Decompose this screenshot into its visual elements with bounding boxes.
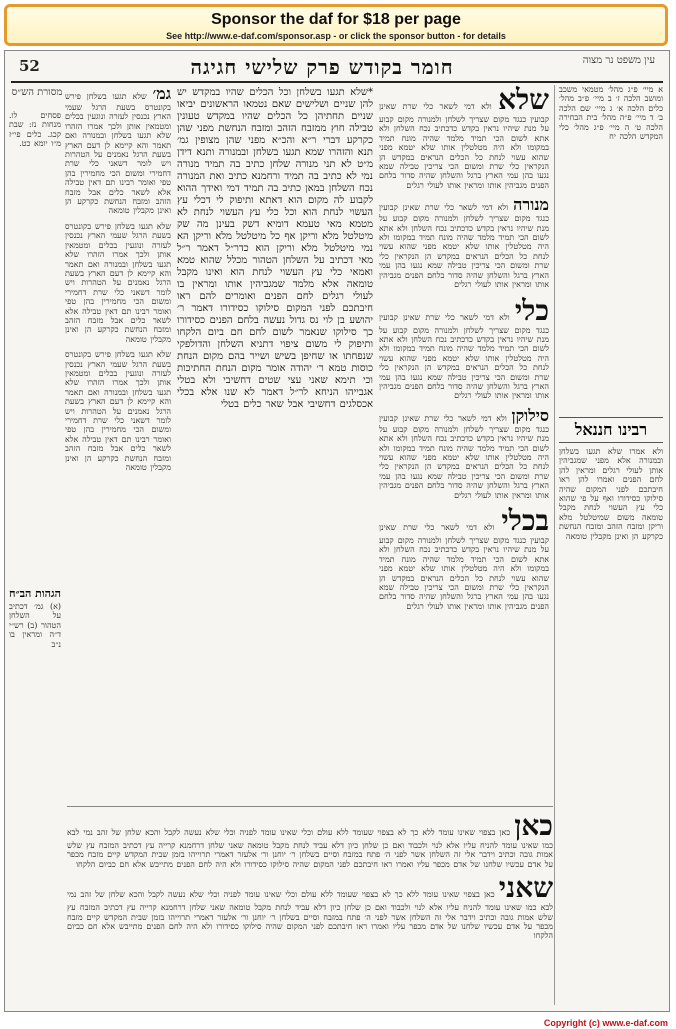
- running-head: חומר בקודש פרק שלישי חגיגה: [190, 55, 454, 79]
- rashi-text-4: [379, 407, 549, 500]
- tosafot-paragraph-2: שלא תגעו בשלחן פירש בקונטרס בשעת הרגל שעמי הארץ נכנסין לעזרה ונוגעין בכלים ומטמאין אותן ולכך אמרו הזהרו שלא תגעו בשלחן ובמנורה ואם תאמר והא קיימא לן דעם הארץ בשעת הרגל נאמנים על הטהרות ויש לומר דשאני כלי שרת דחמירי ומשום הכי מחמירין בהן טפי ואומר רבינו תם דאין טבילה אלא לשאר כלים אבל מזבח הזהב ומזבח הנחשת כקרקע הן ואינן מקבלין טומאה: [65, 221, 171, 344]
- dibbur-shela: שלא: [498, 85, 549, 116]
- rashi-paragraph-2: ולא דמי לשאר כלי שרת שאינן קבועין כנגד מקום שצריך לשלחן ולמנורה מקום קבוע על מנת שיהיו נראין בקדש כדכתיב נכח השלחן ולא אתא לשום הכי תמיד מלמד שהיה מונח תמיד במקומו ולא היה מטלטלין אותו שלא יטמא מפני שהוא עשוי לנחת כל הכלים הנראים במקדש הן הנקראין כלי שרת ומשום הכי צריכין טבילה שמא נגעו בהן עמי הארץ ברגל והשלחן שהיה סדור בלחם הפנים מגביהין אותו ומראין אותו לעולי רגלים: [379, 203, 549, 290]
- gemara-column: [177, 87, 373, 805]
- rashi-text-5: [379, 506, 549, 611]
- rabbeinu-chananel-text: ולא אמרו שלא תגעו בשלחן ובמנורה אלא מפני שמגביהין אותן לעולי רגלים ומראין להן לחם הפנים ואמרו להן ראו חיבתכם לפני המקום שהיה סילוקו כסידורו ואף על פי שהוא כלי עץ העשוי לנחת מקבל טומאה משום שמיטלטל מלא וריקן ומזבח הזהב ומזבח הנחשת כקרקע הן ואינן מקבלין טומאה: [559, 447, 663, 541]
- rashi-paragraph-3: ולא דמי לשאר כלי שרת שאינן קבועין כנגד מקום שצריך לשלחן ולמנורה מקום קבוע על מנת שיהיו נראין בקדש כדכתיב נכח השלחן ולא אתא לשום הכי תמיד מלמד שהיה מונח תמיד במקומו ולא היה מטלטלין אותו שלא יטמא מפני שהוא עשוי לנחת כל הכלים הנראים במקדש הן הנקראין כלי שרת ומשום הכי צריכין טבילה שמא נגעו בהן עמי הארץ ברגל והשלחן שהיה סדור בלחם הפנים מגביהין אותו ומראין אותו לעולי רגלים: [379, 312, 549, 401]
- page-header: [11, 55, 663, 83]
- gemara-text: *שלא תגעו בשלחן וכל הכלים שהיו במקדש יש להן שניים ושלישים שאם נטמאו הראשונים יביאו שניים תחתיהן כל הכלים שהיו במקדש טעונין טבילה חוץ ממזבח הזהב ומזבח הנחשת מפני שהן כקרקע דברי ר״א והכ״א מפני שהן מצופין גמ׳ תנא והזהרו שמא תגעו בשלחן ובמנורה ותנא דידן מ״ט לא תני מנורה שלחן כתיב בה תמיד מנורה נמי לא כתיב בה תמיד ורחמנא כתיב ואת המנורה נכח השלחן במאן כתיב בה תמיד דמי ואידך ההוא לקבוע לה מקום הוא דאתא ותיפוק לי דכלי עץ העשוי לנחת הוא וכל כלי עץ העשוי לנחת לא מטמא מאי טעמא דומיא דשק בעינן מה שק מיטלטל מלא וריקן אף כל מיטלטל מלא וריקן הא נמי מיטלטל מלא וריקן הוא כדר״ל דאמר ר״ל מאי דכתיב על השלחן הטהור מכלל שהוא טמא ואמאי כלי עץ העשוי לנחת הוא ואינו מקבל טומאה אלא מלמד שמגביהין אותו ומראין בו לעולי רגלים לחם הפנים ואומרים להם ראו חיבתכם לפני המקום סילוקו כסידורו דאמר ר׳ יהושע בן לוי נס גדול נעשה בלחם הפנים כסידורו כך סילוקו שנאמר לשום לחם חם ביום הלקחו ותיפוק לי משום ציפוי דתניא השלחן והדולפקי שנפחתו או שחיפן בשיש ושייר בהם מקום הנחת כוסות טמא ר׳ יהודה אומר מקום הנחת החתיכות וכי תימא שאני עצי שטים דחשיבי ולא בטלי אגבייהו הניחא לר״ל דאמר לא שנו אלא בכלי אכסלגים דחשיבי אבל שאר כלים בטלי: [177, 87, 373, 410]
- dibbur-gemara: גמ׳: [152, 85, 171, 103]
- masoret-text: פסחים לו. מנחות נז: שבת קכג. כלים פי״ז מ״ו יומא כט.: [9, 111, 61, 149]
- rashi-paragraph: ולא דמי לשאר כלי שרת שאינן קבועין כנגד מקום שצריך לשלחן ולמנורה מקום קבוע על מנת שיהיו נראין בקדש כדכתיב נכח השלחן ולא אתא לשום הכי תמיד מלמד שהיה מונח תמיד במקומו ולא היה מטלטלין אותו שלא יטמא מפני שהוא עשוי לנחת כל הכלים הנראים במקדש הן הנקראין כלי שרת ומשום הכי צריכין טבילה שמא נגעו בהן עמי הארץ ברגל והשלחן שהיה סדור בלחם הפנים מגביהין אותו ומראין אותו לעולי רגלים: [379, 102, 549, 190]
- ein-mishpat-text: א מיי׳ פ״ג מהל׳ מטמאי משכב ומושב הלכה ז׳ ב מיי׳ פ״ב מהל׳ כלים הלכה א׳ ג מיי׳ שם הלכה ב׳ ד מיי׳ פ״ה מהל׳ בית הבחירה הלכה ט׳ ה מיי׳ פ״ג מהל׳ כלי המקדש הלכה יח: [559, 85, 663, 142]
- dibbur-bchli: בכלי: [501, 504, 549, 537]
- sponsor-subtitle: See http://www.e-daf.com/sponsor.asp - or click the sponsor button - for details: [166, 31, 506, 41]
- tosafot-text-2: [65, 222, 171, 344]
- tosafot-paragraph-3: שלא תגעו בשלחן פירש בקונטרס בשעת הרגל שעמי הארץ נכנסין לעזרה ונוגעין בכלים ומטמאין אותן ולכך אמרו הזהרו שלא תגעו בשלחן ובמנורה ואם תאמר והא קיימא לן דעם הארץ בשעת הרגל נאמנים על הטהרות ויש לומר דשאני כלי שרת דחמירי ומשום הכי מחמירין בהן טפי ואומר רבינו תם דאין טבילה אלא לשאר כלים אבל מזבח הזהב ומזבח הנחשת כקרקע הן ואינן מקבלין טומאה: [65, 350, 171, 473]
- tosafot-text-3: [65, 350, 171, 472]
- tosafot-paragraph: שלא תגעו בשלחן פירש בקונטרס בשעת הרגל שעמי הארץ נכנסין לעזרה ונוגעין בכלים ומטמאין אותן ולכך אמרו הזהרו שלא תגעו בשלחן ובמנורה ואם תאמר והא קיימא לן דעם הארץ בשעת הרגל נאמנים על הטהרות ויש לומר דשאני כלי שרת דחמירי ומשום הכי מחמירין בהן טפי ואומר רבינו תם דאין טבילה אלא לשאר כלים אבל מזבח הזהב ומזבח הנחשת כקרקע הן ואינן מקבלין טומאה: [65, 92, 171, 216]
- left-margin-column: [9, 111, 61, 771]
- ein-mishpat-heading: עין משפט נר מצוה: [582, 55, 655, 66]
- dibbur-menorah: מנורה: [513, 195, 549, 215]
- page-number: 52: [19, 57, 40, 75]
- bottom-commentary: [67, 806, 553, 997]
- rashi-paragraph-4: ולא דמי לשאר כלי שרת שאינן קבועין כנגד מקום שצריך לשלחן ולמנורה מקום קבוע על מנת שיהיו נראין בקדש כדכתיב נכח השלחן ולא אתא לשום הכי תמיד מלמד שהיה מונח תמיד במקומו ולא היה מטלטלין אותו שלא יטמא מפני שהוא עשוי לנחת כל הכלים הנראים במקדש הן הנקראין כלי שרת ומשום הכי צריכין טבילה שמא נגעו בהן עמי הארץ ברגל והשלחן שהיה סדור בלחם הפנים מגביהין אותו ומראין אותו לעולי רגלים: [379, 413, 549, 500]
- hagahot-title: הגהות הב״ח: [9, 587, 61, 600]
- sponsor-title[interactable]: Sponsor the daf for $18 per page: [211, 11, 461, 28]
- rashi-text: [379, 85, 549, 190]
- rashi-column: [379, 85, 549, 809]
- tosafot-text: [65, 85, 171, 216]
- hagahot-text: (א) גמ׳ דכתיב על השלחן הטהור (ב) רש״י ד״ה ומראין בו נ״ב: [9, 602, 61, 649]
- bottom-paragraph-2: כאן בצפוי שאינו עומד ללא כך לא בצפוי שעומד ללא עולם וכלי שאינו עומד לפניה וכלי שלא נעשה לקבל והכא שלחן של זהב נמי לבא כמו שאינו עומד להניח עליו אלא לנוי ולכבוד ואם כן שלחן כיון דלא עביד לנחת מקבל טומאה שאני שלחן דרחמנא קרייה עץ דכתיב המזבח עץ שלש אמות גובה וכתיב וידבר אלי זה השלחן אשר לפני ה׳ פתח במזבח וסיים בשלחן ר׳ יוחנן ור׳ אלעזר דאמרי תרוייהו בזמן שבית המקדש קיים מזבח מכפר על אדם עכשיו שלחנו של אדם מכפר עליו ואמרו ראו חיבתכם לפני המקום שהיה סילוקו כסידורו ולא היה לחם הפנים מתייבש אלא חם כביום הלקחו: [67, 890, 553, 941]
- talmud-page-scan: [4, 50, 670, 1012]
- rashi-paragraph-5: ולא דמי לשאר כלי שרת שאינן קבועין כנגד מקום שצריך לשלחן ולמנורה מקום קבוע על מנת שיהיו נראין בקדש כדכתיב נכח השלחן ולא אתא לשום הכי תמיד מלמד שהיה מונח תמיד במקומו ולא היה מטלטלין אותו שלא יטמא מפני שהוא עשוי לנחת כל הכלים הנראים במקדש הן הנקראין כלי שרת ומשום הכי צריכין טבילה שמא נגעו בהן עמי הארץ ברגל והשלחן שהיה סדור בלחם הפנים מגביהין אותו ומראין אותו לעולי רגלים: [379, 523, 549, 611]
- right-margin-column: [559, 85, 663, 815]
- bottom-text: [67, 811, 553, 869]
- dibbur-kli: כלי: [514, 293, 549, 327]
- bottom-paragraph: כאן בצפוי שאינו עומד ללא כך לא בצפוי שעומד ללא עולם וכלי שאינו עומד לפניה וכלי שלא נעשה לקבל והכא שלחן של זהב נמי לבא כמו שאינו עומד להניח עליו אלא לנוי ולכבוד ואם כן שלחן כיון דלא עביד לנחת מקבל טומאה שאני שלחן דרחמנא קרייה עץ דכתיב המזבח עץ שלש אמות גובה וכתיב וידבר אלי זה השלחן אשר לפני ה׳ פתח במזבח וסיים בשלחן ר׳ יוחנן ור׳ אלעזר דאמרי תרוייהו בזמן שבית המקדש קיים מזבח מכפר על אדם עכשיו שלחנו של אדם מכפר עליו ואמרו ראו חיבתכם לפני המקום שהיה סילוקו כסידורו ולא היה לחם הפנים מתייבש אלא חם כביום הלקחו: [67, 828, 553, 869]
- copyright-notice[interactable]: Copyright (c) www.e-daf.com: [543, 1018, 668, 1028]
- rashi-text-2: [379, 196, 549, 289]
- dibbur-silukan: סילוקן: [511, 405, 549, 425]
- masoret-heading: מסורת הש״ס: [11, 87, 63, 98]
- dibbur-kan: כאן: [514, 809, 553, 842]
- tosafot-column: [65, 85, 171, 809]
- dibbur-shani: שאני: [498, 871, 554, 905]
- rashi-text-3: [379, 293, 549, 401]
- sponsor-banner[interactable]: [4, 4, 668, 46]
- rabbeinu-chananel-title: רבינו חננאל: [559, 417, 663, 443]
- bottom-text-2: [67, 873, 553, 941]
- column-divider: [554, 85, 555, 1005]
